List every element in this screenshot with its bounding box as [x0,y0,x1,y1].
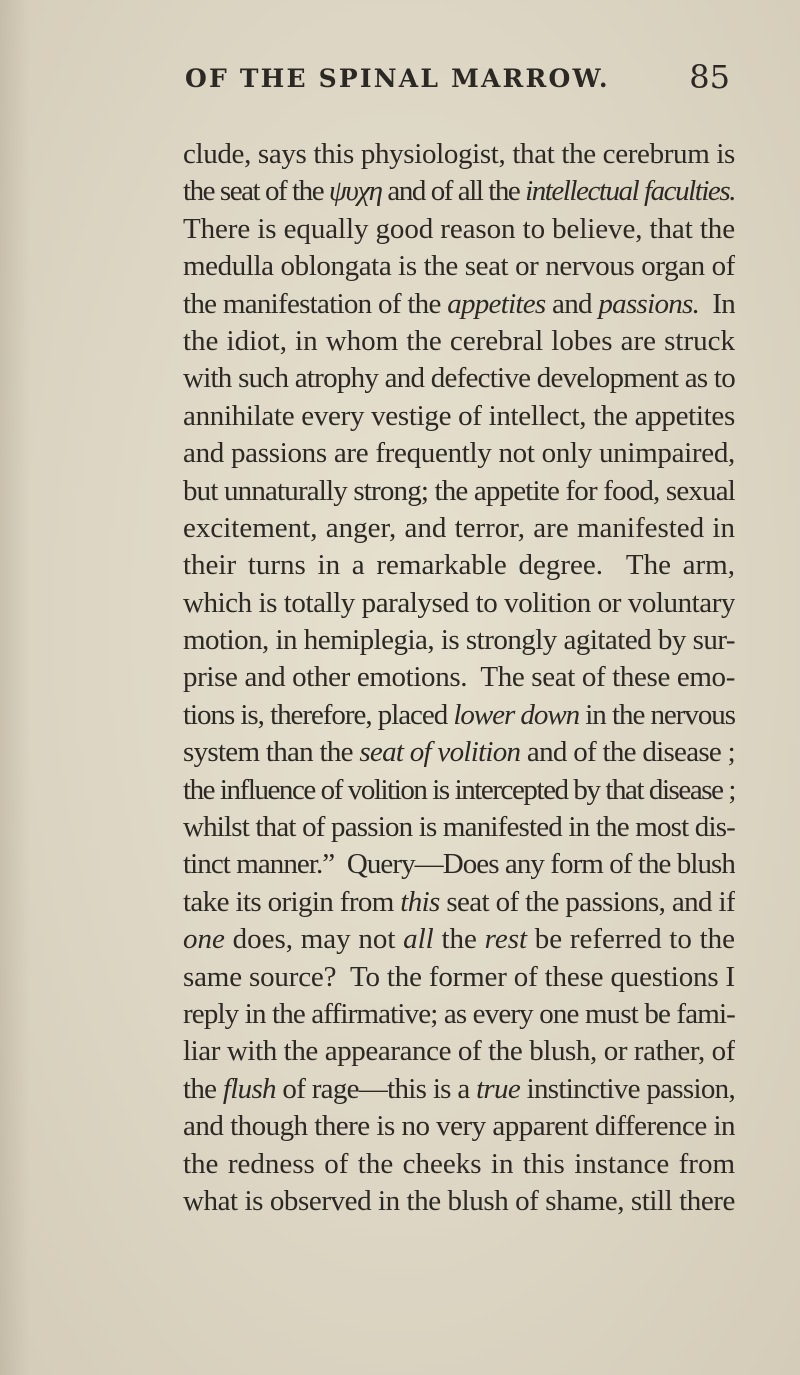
text-line [183,622,735,659]
text-segment: tions is, therefore, placed [183,698,454,731]
text-segment: the redness of the cheeks in this instance from [183,1147,735,1180]
text-line [183,809,735,846]
gutter-shadow [0,0,30,1375]
text-segment: the manifestation of the [183,287,448,320]
text-segment: whilst that of passion is manifested in the most dis- [183,811,735,844]
text-line [183,585,735,622]
text-line [183,1033,735,1070]
text-segment: seat of the passions, and if [439,885,735,918]
text-line [183,136,735,173]
text-segment: the [433,923,485,956]
text-segment: clude, says this physiologist, that the cerebrum is [183,138,735,170]
text-line [183,323,735,360]
italic-text: flush [222,1072,276,1105]
text-line [183,996,735,1033]
text-line [183,510,735,547]
text-line [183,360,735,397]
italic-text: one [183,923,225,956]
running-title: OF THE SPINAL MARROW. [185,64,610,93]
text-line [183,211,735,248]
text-line [183,435,735,472]
italic-text: appetites [447,287,546,320]
text-segment: annihilate every vestige of intellect, the appetites [183,399,735,432]
text-segment: take its origin from [183,885,401,918]
text-segment: and of all the [381,175,526,208]
text-segment: tinct manner.” Query—Does any form of the blush [183,848,735,881]
text-line [183,697,735,734]
text-line [183,772,735,809]
text-segment: the [183,1072,223,1105]
italic-text: passions. [598,287,700,320]
text-line [183,173,735,210]
text-segment: excitement, anger, and terror, are manifested in [183,511,735,544]
text-segment: prise and other emotions. The seat of these emo- [183,661,735,694]
text-segment: what is observed in the blush of shame, still there [183,1184,735,1217]
text-line [183,846,735,883]
italic-text: lower down [453,698,580,731]
text-line [183,884,735,921]
text-segment: but unnaturally strong; the appetite for food, sexual [183,474,735,507]
text-line [183,921,735,958]
text-segment: system than the [183,736,360,769]
text-line [183,547,735,584]
body-text [183,136,735,1220]
italic-text: all [403,923,434,956]
text-segment: which is totally paralysed to volition or voluntary [183,586,735,619]
italic-text: rest [484,923,528,956]
text-segment: the idiot, in whom the cerebral lobes are struck [183,324,735,357]
text-line [183,1183,735,1220]
text-segment: with such atrophy and defective development as to [183,362,735,395]
text-line [183,398,735,435]
italic-text: this [400,885,440,918]
text-segment: of rage—this is a [275,1072,477,1105]
text-segment: and of the disease ; [520,736,735,769]
italic-text: intellectual faculties. [525,175,735,208]
text-line [183,659,735,696]
text-line [183,959,735,996]
text-segment: same source? To the former of these questions I [183,960,735,993]
text-segment: be referred to the [527,923,735,956]
text-segment: in the nervous [579,698,735,731]
text-line [183,473,735,510]
text-line [183,1146,735,1183]
text-line [183,248,735,285]
text-segment: and passions are frequently not only unimpaired, [183,437,735,470]
text-segment: liar with the appearance of the blush, or rather, of [183,1035,735,1068]
text-segment: the seat of the [183,175,329,208]
text-line [183,286,735,323]
text-segment: instinctive passion, [520,1072,735,1105]
running-head [185,58,730,94]
text-line [183,1071,735,1108]
text-segment: medulla oblongata is the seat or nervous organ of [183,250,735,283]
text-segment: motion, in hemiplegia, is strongly agitated by sur- [183,624,735,657]
text-segment: There is equally good reason to believe, that the [183,212,735,245]
text-segment: the influence of volition is intercepted by that disease ; [183,773,735,806]
text-line [183,1108,735,1145]
text-segment: does, may not [224,923,404,956]
text-segment: and though there is no very apparent difference in [183,1110,735,1143]
italic-text: seat of volition [359,736,521,769]
italic-text: ψυχη [328,175,382,208]
text-segment: reply in the affirmative; as every one must be fami- [183,997,735,1030]
text-segment: In [699,287,735,320]
text-segment: their turns in a remarkable degree. The arm, [183,549,735,582]
page-number: 85 [689,58,730,96]
text-line [183,734,735,771]
text-segment: and [545,287,599,320]
italic-text: true [476,1072,521,1105]
